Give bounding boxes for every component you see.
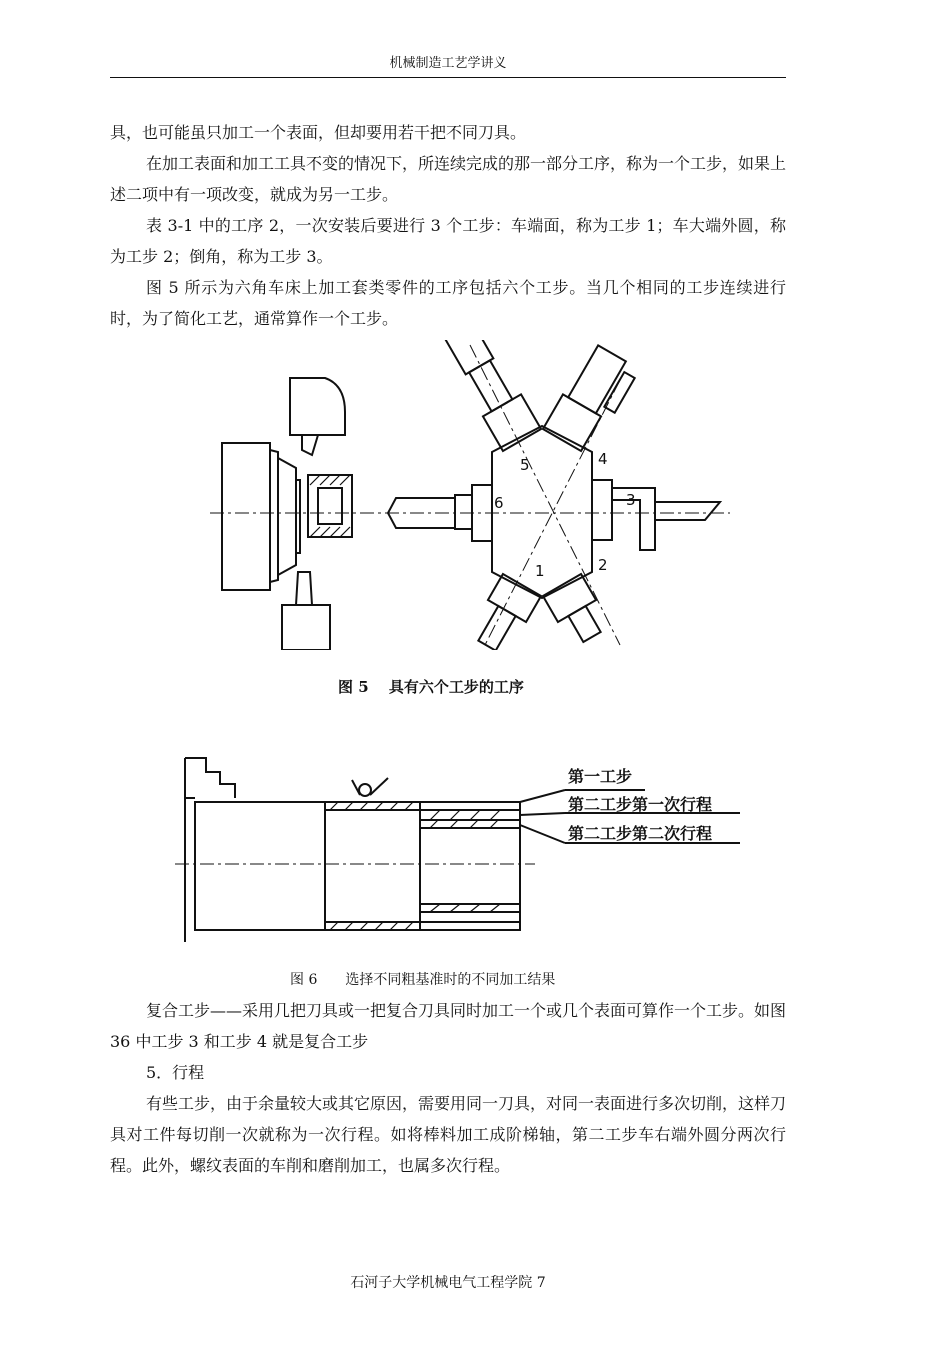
paragraph-4: 图 5 所示为六角车床上加工套类零件的工序包括六个工步。当几个相同的工步连续进行时，为了简化工艺，通常算作一个工步。 <box>110 278 786 328</box>
paragraph-3: 表 3-1 中的工序 2，一次安装后要进行 3 个工步：车端面，称为工步 1；车大端外圆，称为工步 2；倒角，称为工步 3。 <box>110 216 786 266</box>
station-label-3: 3 <box>626 491 636 509</box>
figure-6-label-step2-pass2: 第二工步第二次行程 <box>568 824 713 843</box>
figure-5-drawing <box>200 340 740 650</box>
header-rule <box>110 77 786 78</box>
figure-6-label-step2-pass1: 第二工步第一次行程 <box>568 795 713 814</box>
figure-6-drawing <box>170 750 760 950</box>
paragraph-5: 复合工步——采用几把刀具或一把复合刀具同时加工一个或几个表面可算作一个工步。如图 36 中工步 3 和工步 4 就是复合工步 <box>110 1001 787 1051</box>
station-label-6: 6 <box>494 494 504 512</box>
figure-6-caption: 图 6 选择不同粗基准时的不同加工结果 <box>290 972 556 988</box>
paragraph-6: 有些工步，由于余量较大或其它原因，需要用同一刀具，对同一表面进行多次切削，这样刀具对工件每切削一次就称为一次行程。如将棒料加工成阶梯轴，第二工步车右端外圆分两次行程。此外，螺纹表面的车削和磨削加工，也属多次行程。 <box>110 1094 787 1175</box>
page-footer: 石河子大学机械电气工程学院 7 <box>350 1275 546 1291</box>
paragraph-2: 在加工表面和加工工具不变的情况下，所连续完成的那一部分工序，称为一个工步，如果上述二项中有一项改变，就成为另一工步。 <box>110 154 787 204</box>
paragraph-1: 具，也可能虽只加工一个表面，但却要用若干把不同刀具。 <box>110 123 527 142</box>
figure-5-caption: 图 5 具有六个工步的工序 <box>338 678 524 696</box>
station-label-5: 5 <box>520 456 530 474</box>
station-label-2: 2 <box>598 556 608 574</box>
figure-6-label-step1: 第一工步 <box>568 767 633 786</box>
section-heading-5: 5．行程 <box>146 1063 205 1082</box>
running-header: 机械制造工艺学讲义 <box>389 56 507 71</box>
station-label-4: 4 <box>598 450 608 468</box>
station-label-1: 1 <box>535 562 545 580</box>
